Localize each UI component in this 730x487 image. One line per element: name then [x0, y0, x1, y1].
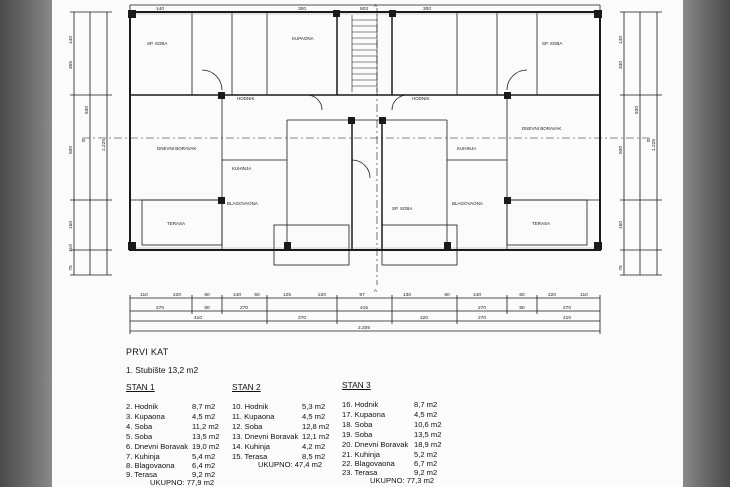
dim-row2: 270 [155, 306, 165, 311]
room-area: 9,2 m2 [414, 468, 438, 477]
apartment-3-total: UKUPNO: 77,3 m2 [370, 476, 435, 485]
dim-left: 140 [69, 35, 74, 45]
dim-row3: 270 [477, 316, 487, 321]
dim-row3: 410 [193, 316, 203, 321]
room-name: 5. Soba [126, 432, 153, 441]
room-name: 22. Blagovaona [342, 459, 395, 468]
room-area: 9,2 m2 [192, 470, 216, 479]
dim-top: 140 [155, 7, 165, 12]
room-area: 11,2 m2 [192, 422, 219, 431]
room-area: 5,3 m2 [302, 402, 326, 411]
dim-row1: 50 [254, 293, 260, 298]
dim-row1: 125 [282, 293, 292, 298]
room-area: 4,5 m2 [192, 412, 216, 421]
apartment-2-total: UKUPNO: 47,4 m2 [258, 460, 323, 469]
dim-row1: 220 [317, 293, 327, 298]
room-name: 11. Kupaona [232, 412, 275, 421]
room-area: 8,7 m2 [414, 400, 438, 409]
room-name: 19. Soba [342, 430, 373, 439]
section-mark-a-top: A [374, 3, 378, 8]
floor-title: PRVI KAT [126, 347, 169, 357]
room-label: DNEVNI BORAVAK [522, 126, 562, 131]
room-label: SP. SOBA [392, 206, 413, 211]
dim-row2: 270 [239, 306, 249, 311]
room-area: 18,9 m2 [414, 440, 442, 449]
room-area: 4,5 m2 [414, 410, 438, 419]
room-area: 12,1 m2 [302, 432, 330, 441]
dim-row1: 60 [519, 293, 525, 298]
dim-right: 1.225 [652, 138, 657, 152]
room-name: 16. Hodnik [342, 400, 379, 409]
room-label: SP. SOBA [542, 41, 563, 46]
dim-row1: 60 [204, 293, 210, 298]
dim-right: 160 [619, 220, 624, 230]
room-area: 8,5 m2 [302, 452, 326, 461]
dim-right: 75 [619, 265, 624, 271]
dim-left: 160 [69, 220, 74, 230]
room-name: 6. Dnevni Boravak [126, 442, 189, 451]
room-label: KUHINJA [457, 146, 477, 151]
room-label: BLAGOVAONA [452, 201, 483, 206]
dim-row1: 97 [359, 293, 365, 298]
dim-row2: 80 [204, 306, 210, 311]
room-label: KUPAONA [292, 36, 314, 41]
room-name: 18. Soba [342, 420, 373, 429]
dim-right: 330 [619, 60, 624, 70]
dim-right: 930 [635, 105, 640, 115]
dim-row1: 130 [402, 293, 412, 298]
room-area: 6,4 m2 [192, 461, 216, 470]
dim-left: 110 [69, 244, 74, 252]
room-label: TERASA [167, 221, 186, 226]
dim-row1: 50 [444, 293, 450, 298]
room-area: 5,2 m2 [414, 450, 438, 459]
room-area: 4,2 m2 [302, 442, 326, 451]
dim-row2: 415 [359, 306, 369, 311]
dim-row1: 140 [472, 293, 482, 298]
room-name: 4. Soba [126, 422, 153, 431]
room-area: 12,8 m2 [302, 422, 330, 431]
room-name: 23. Terasa [342, 468, 378, 477]
dim-right: 140 [619, 35, 624, 45]
staircase-area: 1. Stubište 13,2 m2 [126, 365, 199, 375]
room-area: 5,4 m2 [192, 452, 216, 461]
section-mark-a-bottom: A [374, 288, 378, 293]
apartment-1-title: STAN 1 [126, 382, 155, 392]
room-label: HODNIK [412, 96, 430, 101]
section-mark-b-right: B [647, 138, 651, 143]
room-name: 8. Blagovaona [126, 461, 175, 470]
dim-row2: 270 [477, 306, 487, 311]
room-area: 8,7 m2 [192, 402, 216, 411]
dim-row1: 220 [172, 293, 182, 298]
dim-row3: 410 [562, 316, 572, 321]
apartment-1-total: UKUPNO: 77,9 m2 [150, 478, 215, 487]
room-name: 20. Dnevni Boravak [342, 440, 409, 449]
dim-row1: 220 [547, 293, 557, 298]
room-label: SP. SOBA [147, 41, 168, 46]
room-name: 15. Terasa [232, 452, 268, 461]
room-name: 3. Kupaona [126, 412, 165, 421]
room-area: 4,5 m2 [302, 412, 326, 421]
room-name: 21. Kuhinja [342, 450, 380, 459]
room-area: 10,6 m2 [414, 420, 442, 429]
room-area: 6,7 m2 [414, 459, 438, 468]
room-label: TERASA [532, 221, 551, 226]
dim-row1: 110 [140, 293, 148, 298]
room-label: BLAGOVAONA [227, 201, 258, 206]
room-area: 13,5 m2 [414, 430, 442, 439]
room-name: 7. Kuhinja [126, 452, 160, 461]
dim-left: 75 [69, 265, 74, 271]
room-label: HODNIK [237, 96, 255, 101]
apartment-2-title: STAN 2 [232, 382, 261, 392]
room-name: 2. Hodnik [126, 402, 159, 411]
room-label: KUHINJA [232, 166, 252, 171]
room-area: 13,5 m2 [192, 432, 220, 441]
scanner-shadow-right [683, 0, 730, 487]
dim-row2: 80 [519, 306, 525, 311]
dim-row1: 110 [580, 293, 588, 298]
dim-left: 355 [69, 60, 74, 70]
dim-row3: 270 [297, 316, 307, 321]
room-name: 10. Hodnik [232, 402, 269, 411]
dim-total: 2.205 [357, 326, 371, 331]
dim-top: 300 [297, 7, 307, 12]
dim-row3: 420 [419, 316, 429, 321]
room-name: 9. Terasa [126, 470, 158, 479]
room-area: 19,0 m2 [192, 442, 220, 451]
dim-left: 930 [85, 105, 90, 115]
room-name: 13. Dnevni Boravak [232, 432, 299, 441]
dim-top: 300 [422, 7, 432, 12]
room-label: DNEVNI BORAVAK [157, 146, 197, 151]
dim-top: 503 [359, 7, 369, 12]
document-sheet [52, 0, 683, 487]
scanner-shadow-left [0, 0, 52, 487]
room-name: 12. Soba [232, 422, 263, 431]
floor-plan [52, 0, 683, 345]
room-name: 17. Kupaona [342, 410, 386, 419]
dim-right: 500 [619, 145, 624, 155]
apartment-3-title: STAN 3 [342, 380, 371, 390]
dim-row2: 270 [562, 306, 572, 311]
room-name: 14. Kuhinja [232, 442, 270, 451]
section-mark-b-left: B [82, 138, 86, 143]
dim-left: 500 [69, 145, 74, 155]
dim-left: 1.225 [102, 138, 107, 152]
dim-row1: 140 [232, 293, 242, 298]
